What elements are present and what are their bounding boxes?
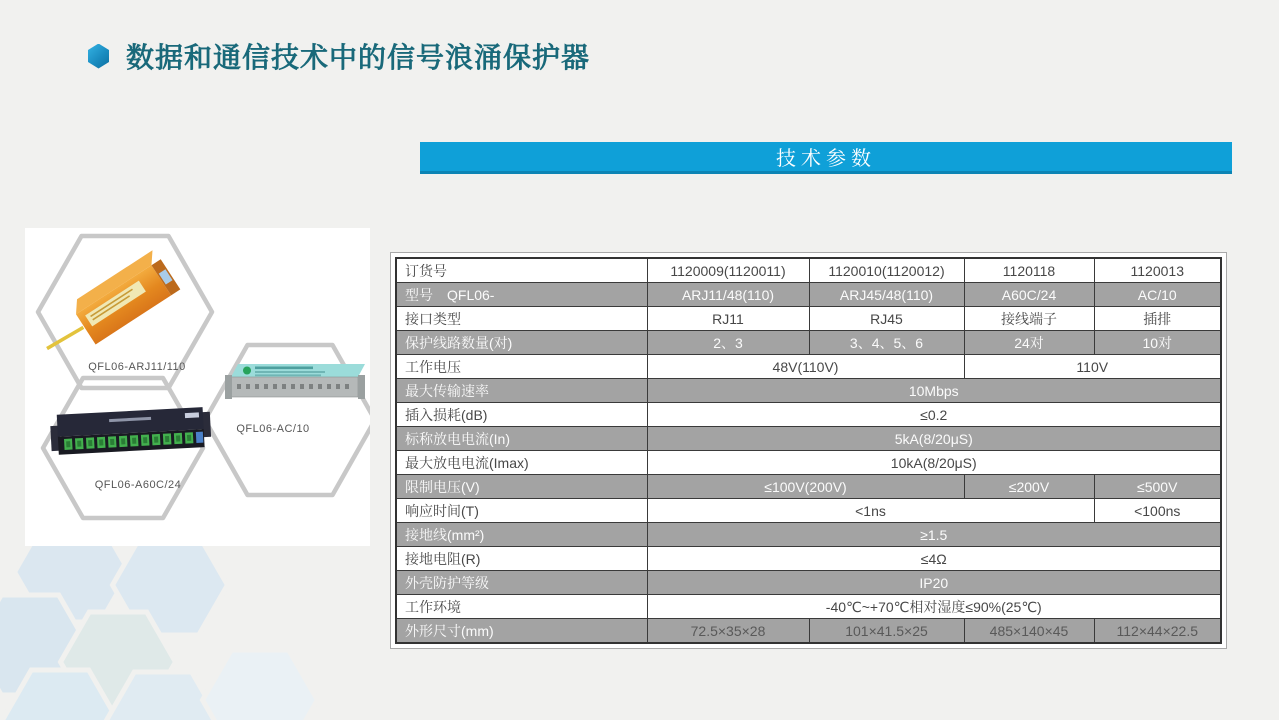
table-row	[396, 475, 1221, 499]
row-value: -40℃~+70℃相对湿度≤90%(25℃)	[647, 595, 1221, 619]
table-row	[396, 355, 1221, 379]
row-value: 485×140×45	[964, 619, 1094, 644]
row-value: 10Mbps	[647, 379, 1221, 403]
table-row	[396, 571, 1221, 595]
row-value: 101×41.5×25	[809, 619, 964, 644]
row-value: 3、4、5、6	[809, 331, 964, 355]
table-row	[396, 258, 1221, 283]
row-value: ≤500V	[1094, 475, 1221, 499]
table-row	[396, 403, 1221, 427]
slide-header	[88, 36, 590, 76]
row-value: A60C/24	[964, 283, 1094, 307]
row-value: 2、3	[647, 331, 809, 355]
row-value: ARJ11/48(110)	[647, 283, 809, 307]
row-value: ≥1.5	[647, 523, 1221, 547]
table-row	[396, 499, 1221, 523]
row-value: 插排	[1094, 307, 1221, 331]
section-banner-label: 技术参数	[776, 148, 876, 170]
row-label: 外壳防护等级	[396, 571, 647, 595]
row-value: AC/10	[1094, 283, 1221, 307]
row-label: 响应时间(T)	[396, 499, 647, 523]
table-row	[396, 619, 1221, 644]
row-label: 接地线(mm²)	[396, 523, 647, 547]
product-illustrations	[25, 228, 370, 546]
row-value: 72.5×35×28	[647, 619, 809, 644]
table-row	[396, 379, 1221, 403]
row-value: 接线端子	[964, 307, 1094, 331]
table-row	[396, 331, 1221, 355]
row-value: <1ns	[647, 499, 1094, 523]
row-value: 112×44×22.5	[1094, 619, 1221, 644]
row-value: 24对	[964, 331, 1094, 355]
row-value: 10kA(8/20μS)	[647, 451, 1221, 475]
row-value: ARJ45/48(110)	[809, 283, 964, 307]
row-value: 1120118	[964, 258, 1094, 283]
table-row	[396, 427, 1221, 451]
row-value: ≤200V	[964, 475, 1094, 499]
row-value: IP20	[647, 571, 1221, 595]
row-value: <100ns	[1094, 499, 1221, 523]
row-label: 工作环境	[396, 595, 647, 619]
table-row	[396, 283, 1221, 307]
spec-table-container	[390, 252, 1227, 649]
row-value: 48V(110V)	[647, 355, 964, 379]
row-value: ≤100V(200V)	[647, 475, 964, 499]
row-label: 外形尺寸(mm)	[396, 619, 647, 644]
row-label: 保护线路数量(对)	[396, 331, 647, 355]
orange-device-image	[33, 249, 180, 368]
row-value: 5kA(8/20μS)	[647, 427, 1221, 451]
table-row	[396, 307, 1221, 331]
table-row	[396, 451, 1221, 475]
row-label: 接地电阻(R)	[396, 547, 647, 571]
row-label: 型号 QFL06-	[396, 283, 647, 307]
row-label: 限制电压(V)	[396, 475, 647, 499]
spec-table	[395, 257, 1222, 644]
product-label: QFL06-A60C/24	[94, 479, 182, 491]
row-value: 1120009(1120011)	[647, 258, 809, 283]
row-label: 工作电压	[396, 355, 647, 379]
table-row	[396, 523, 1221, 547]
product-image-panel	[25, 228, 370, 546]
row-value: RJ11	[647, 307, 809, 331]
row-label: 订货号	[396, 258, 647, 283]
teal-device-image	[225, 364, 365, 399]
hexagon-bullet-icon	[88, 44, 109, 69]
page-title: 数据和通信技术中的信号浪涌保护器	[126, 42, 591, 73]
rack-device-image	[50, 407, 212, 455]
row-value: 1120013	[1094, 258, 1221, 283]
row-label: 最大放电电流(Imax)	[396, 451, 647, 475]
row-value: 110V	[964, 355, 1221, 379]
row-value: ≤4Ω	[647, 547, 1221, 571]
row-value: 10对	[1094, 331, 1221, 355]
row-label: 最大传输速率	[396, 379, 647, 403]
row-value: 1120010(1120012)	[809, 258, 964, 283]
row-value: ≤0.2	[647, 403, 1221, 427]
product-label: QFL06-AC/10	[236, 423, 310, 435]
row-value: RJ45	[809, 307, 964, 331]
table-row	[396, 547, 1221, 571]
product-label: QFL06-ARJ11/110	[88, 361, 186, 373]
section-banner	[420, 142, 1232, 174]
row-label: 标称放电电流(In)	[396, 427, 647, 451]
row-label: 插入损耗(dB)	[396, 403, 647, 427]
row-label: 接口类型	[396, 307, 647, 331]
table-row	[396, 595, 1221, 619]
